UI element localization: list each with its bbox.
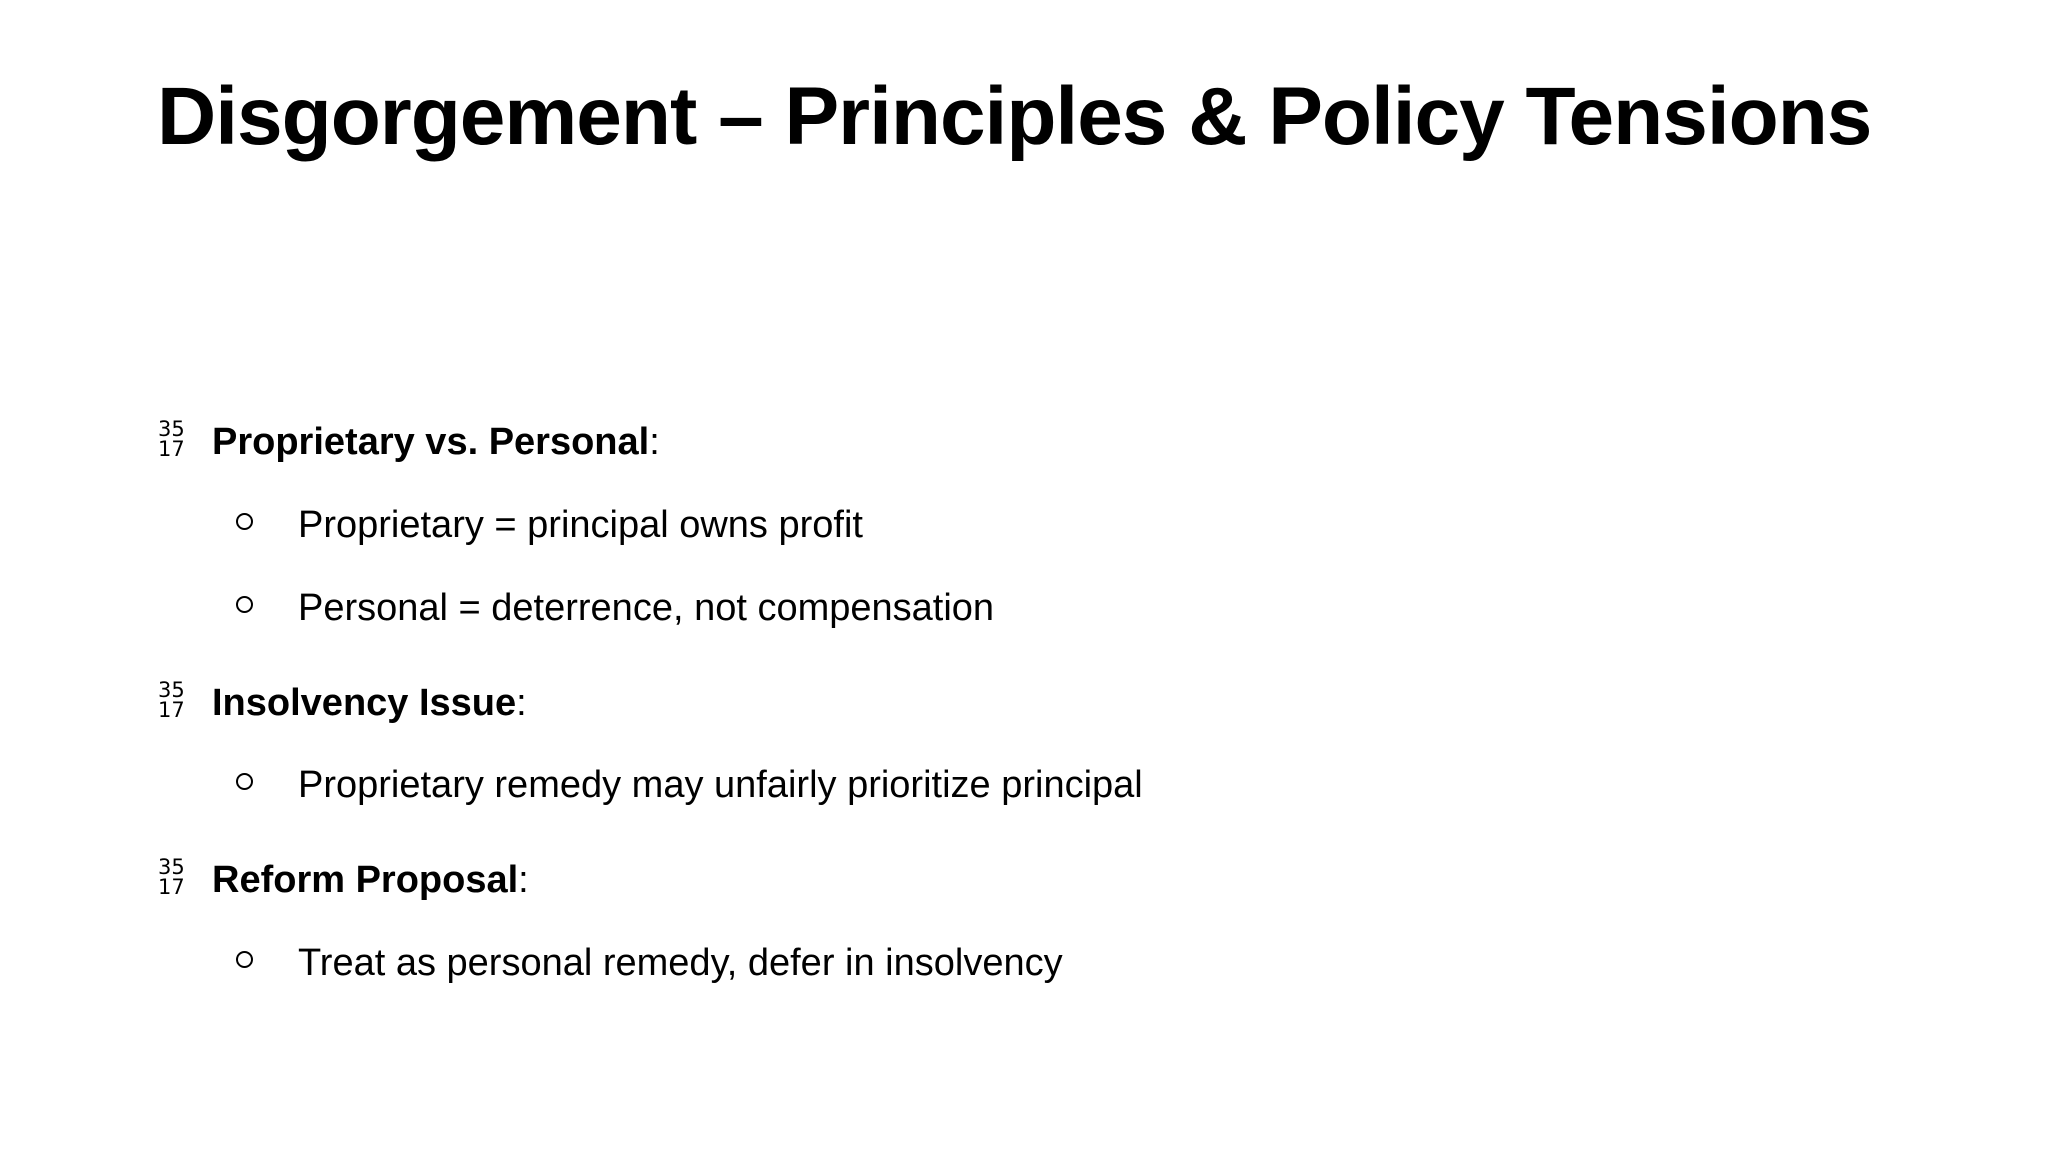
bullet-item-proprietary-vs-personal xyxy=(158,412,660,472)
bullet-item-insolvency-issue xyxy=(158,673,527,733)
sub-bullet-text: Personal = deterrence, not compensation xyxy=(298,587,995,629)
bullet-heading-suffix: : xyxy=(518,859,529,901)
bullet-heading: Insolvency Issue xyxy=(212,682,517,724)
sub-bullet-text: Proprietary remedy may unfairly prioritize principal xyxy=(298,764,1143,806)
sub-bullet-text: Treat as personal remedy, defer in insolvency xyxy=(298,942,1063,984)
circle-bullet-icon xyxy=(236,951,253,968)
bullet-heading-suffix: : xyxy=(649,421,660,463)
sub-bullet-item xyxy=(236,935,1063,991)
bullet-marker: 35 17 xyxy=(158,678,185,722)
bullet-marker: 35 17 xyxy=(158,417,185,461)
slide-title: Disgorgement – Principles & Policy Tensions xyxy=(157,71,1872,162)
sub-bullet-item xyxy=(236,757,1143,813)
sub-bullet-item xyxy=(236,580,994,636)
bullet-item-reform-proposal xyxy=(158,850,529,910)
circle-bullet-icon xyxy=(236,513,253,530)
bullet-heading: Reform Proposal xyxy=(212,859,519,901)
sub-bullet-text: Proprietary = principal owns profit xyxy=(298,504,863,546)
bullet-heading-suffix: : xyxy=(516,682,527,724)
bullet-heading: Proprietary vs. Personal xyxy=(212,421,650,463)
bullet-marker: 35 17 xyxy=(158,855,185,899)
circle-bullet-icon xyxy=(236,596,253,613)
circle-bullet-icon xyxy=(236,773,253,790)
sub-bullet-item xyxy=(236,497,863,553)
